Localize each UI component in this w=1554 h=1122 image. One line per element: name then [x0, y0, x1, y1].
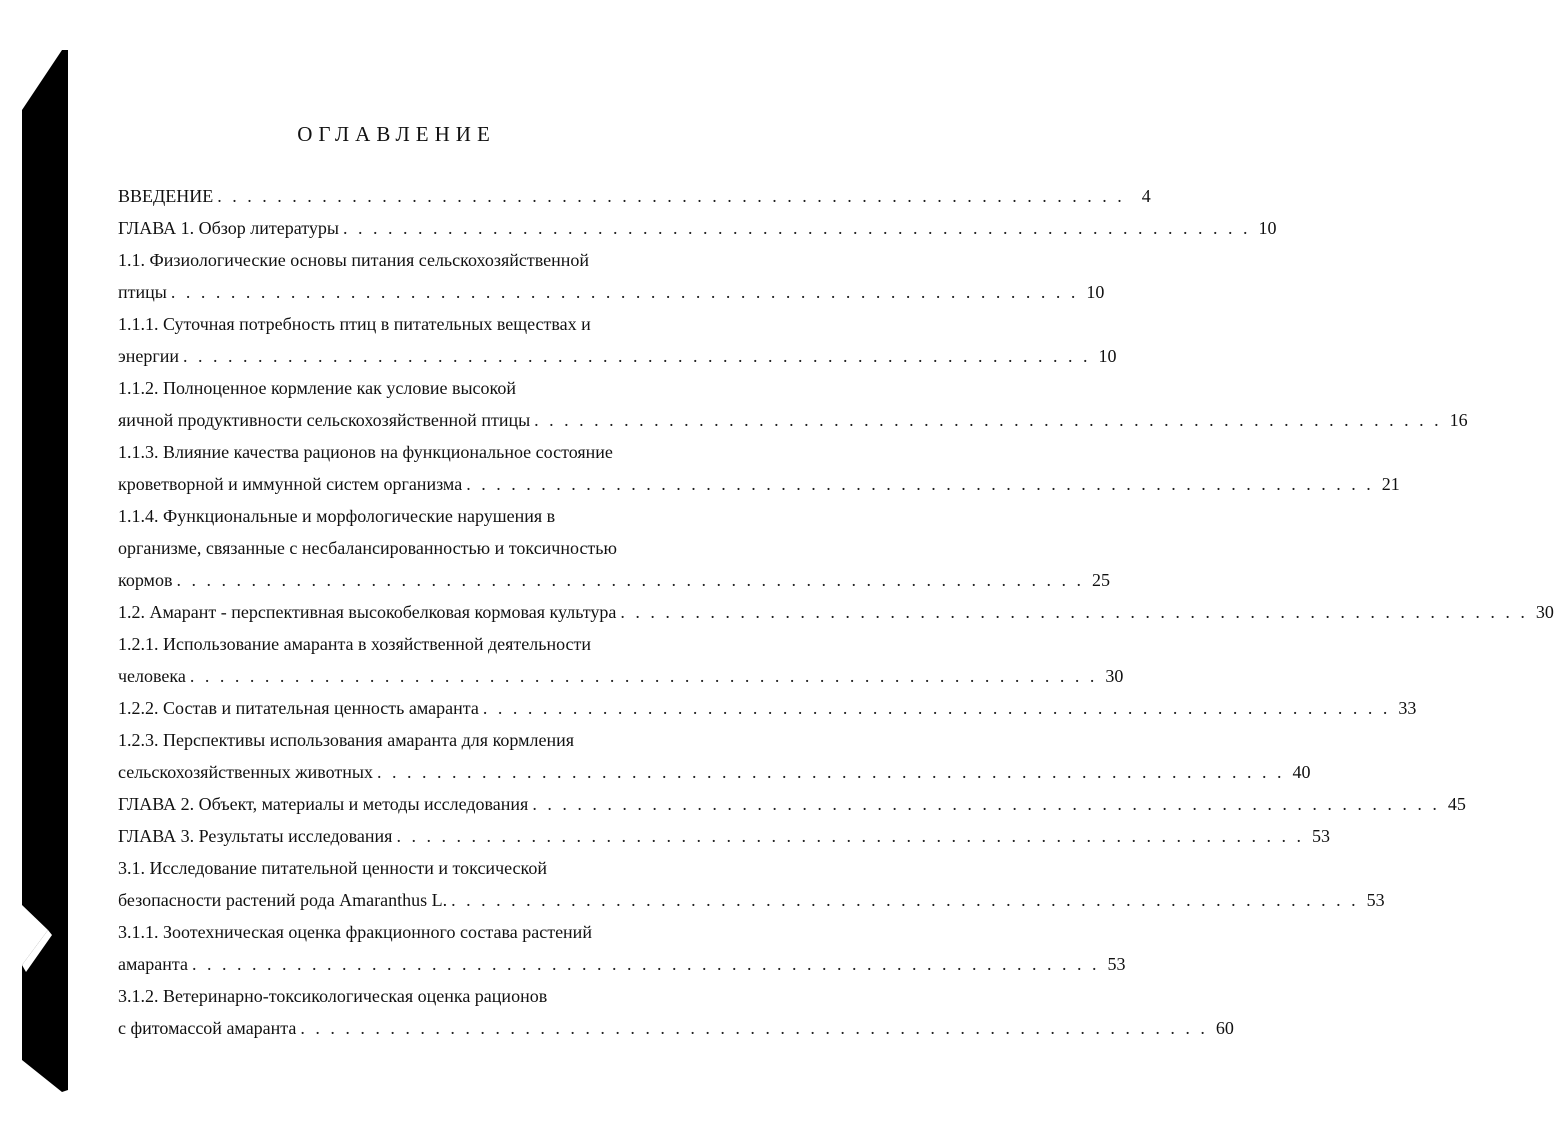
- toc-entry-text: ГЛАВА 1. Обзор литературы: [118, 218, 340, 238]
- toc-page-number: 45: [1447, 794, 1466, 814]
- toc-entry-text: организме, связанные с несбалансированностью и токсичностью: [118, 538, 617, 558]
- toc-entry-line: [118, 980, 754, 1012]
- toc-entry-line: [118, 500, 754, 532]
- toc-dot-leader: . . . . . . . . . . . . . . . . . . . . . . . . . . . . . . . . . . . . . . . . . . . . . . . . . . . . . . . . . . . . .: [343, 218, 1251, 238]
- toc-entry-text: кроветворной и иммунной систем организма: [118, 474, 463, 494]
- toc-entry-text: 1.1.2. Полноценное кормление как условие высокой: [118, 378, 516, 398]
- toc-dot-leader: . . . . . . . . . . . . . . . . . . . . . . . . . . . . . . . . . . . . . . . . . . . . . . . . . . . . . . . . . . . . .: [191, 954, 1100, 974]
- toc-entry-line: [118, 372, 754, 404]
- toc-entry-text: человека: [118, 666, 186, 686]
- toc-page-number: 16: [1449, 410, 1468, 430]
- toc-entry-line: [118, 1012, 1234, 1044]
- toc-entry-text: птицы: [118, 282, 167, 302]
- toc-page-number: 25: [1091, 570, 1110, 590]
- toc-dot-leader: . . . . . . . . . . . . . . . . . . . . . . . . . . . . . . . . . . . . . . . . . . . . . . . . . . . . . . . . . . . . .: [176, 570, 1084, 590]
- toc-page-number: 4: [1141, 186, 1151, 206]
- toc-entry-text: сельскохозяйственных животных: [118, 762, 373, 782]
- toc-page-number: 10: [1258, 218, 1277, 238]
- toc-dot-leader: . . . . . . . . . . . . . . . . . . . . . . . . . . . . . . . . . . . . . . . . . . . . . . . . . . . . . . . . . . . . .: [482, 698, 1391, 718]
- toc-entry-text: безопасности растений рода Amaranthus L.: [118, 890, 448, 910]
- toc-entry-text: ГЛАВА 2. Объект, материалы и методы исследования: [118, 794, 529, 814]
- toc-entry-text: ВВЕДЕНИЕ: [118, 186, 214, 206]
- toc-page-number: 40: [1292, 762, 1311, 782]
- toc-dot-leader: . . . . . . . . . . . . . . . . . . . . . . . . . . . . . . . . . . . . . . . . . . . . . . . . . . . . . . . . . . . . .: [183, 346, 1091, 366]
- toc-entry-line: [118, 404, 1468, 436]
- toc-entry-line: [118, 276, 1105, 308]
- toc-entry-line: [118, 596, 1554, 628]
- toc-page-number: 33: [1398, 698, 1417, 718]
- toc-dot-leader: . . . . . . . . . . . . . . . . . . . . . . . . . . . . . . . . . . . . . . . . . . . . . . . . . . . . . . . . . . . . .: [377, 762, 1285, 782]
- toc-entry-text: 1.1. Физиологические основы питания сельскохозяйственной: [118, 250, 589, 270]
- toc-page-number: 10: [1086, 282, 1105, 302]
- toc-page-number: 21: [1381, 474, 1400, 494]
- toc-entry-line: [118, 628, 754, 660]
- toc-dot-leader: . . . . . . . . . . . . . . . . . . . . . . . . . . . . . . . . . . . . . . . . . . . . . . . . . . . . . . . . . . . . .: [532, 794, 1440, 814]
- toc-entry-text: 3.1.1. Зоотехническая оценка фракционного состава растений: [118, 922, 592, 942]
- toc-entry-text: 3.1. Исследование питательной ценности и токсической: [118, 858, 548, 878]
- toc-entry-line: [118, 180, 1151, 212]
- toc-entry-line: [118, 340, 1117, 372]
- toc-entry-line: [118, 884, 1385, 916]
- toc-entry-line: [118, 468, 1400, 500]
- toc-entry-line: [118, 724, 754, 756]
- toc-dot-leader: . . . . . . . . . . . . . . . . . . . . . . . . . . . . . . . . . . . . . . . . . . . . . . . . . . . . . . . . . . . . .: [620, 602, 1528, 622]
- toc-dot-leader: . . . . . . . . . . . . . . . . . . . . . . . . . . . . . . . . . . . . . . . . . . . . . . . . . . . . . . . . . . . . .: [451, 890, 1359, 910]
- toc-page-number: 60: [1215, 1018, 1234, 1038]
- toc-entry-text: энергии: [118, 346, 179, 366]
- toc-dot-leader: . . . . . . . . . . . . . . . . . . . . . . . . . . . . . . . . . . . . . . . . . . . . . . . . . . . . . . . . . . . . .: [466, 474, 1374, 494]
- toc-entry-line: [118, 692, 1417, 724]
- toc-page-number: 10: [1098, 346, 1117, 366]
- toc-page-number: 30: [1105, 666, 1124, 686]
- toc-entry-text: 1.2.1. Использование амаранта в хозяйственной деятельности: [118, 634, 592, 654]
- toc-entry-line: [118, 244, 754, 276]
- toc-entry-line: [118, 820, 1330, 852]
- toc-entry-line: [118, 948, 1126, 980]
- toc-dot-leader: . . . . . . . . . . . . . . . . . . . . . . . . . . . . . . . . . . . . . . . . . . . . . . . . . . . . . . . . . . . . .: [300, 1018, 1208, 1038]
- toc-page-number: 30: [1535, 602, 1554, 622]
- toc-dot-leader: . . . . . . . . . . . . . . . . . . . . . . . . . . . . . . . . . . . . . . . . . . . . . . . . . . . . . . . . . . . . .: [189, 666, 1098, 686]
- toc-entry-line: [118, 308, 754, 340]
- toc-entry-text: амаранта: [118, 954, 188, 974]
- toc-entry-text: 1.1.1. Суточная потребность птиц в питательных веществах и: [118, 314, 591, 334]
- toc-dot-leader: . . . . . . . . . . . . . . . . . . . . . . . . . . . . . . . . . . . . . . . . . . . . . . . . . . . . . . . . . . . . .: [217, 186, 1125, 206]
- toc-entry-text: ГЛАВА 3. Результаты исследования: [118, 826, 393, 846]
- toc-dot-leader: . . . . . . . . . . . . . . . . . . . . . . . . . . . . . . . . . . . . . . . . . . . . . . . . . . . . . . . . . . . . .: [170, 282, 1079, 302]
- toc-entry-text: яичной продуктивности сельскохозяйственной птицы: [118, 410, 531, 430]
- toc-entry-line: [118, 436, 754, 468]
- toc-entry-text: 3.1.2. Ветеринарно-токсикологическая оценка рационов: [118, 986, 548, 1006]
- toc-entry-text: 1.2. Амарант - перспективная высокобелковая кормовая культура: [118, 602, 617, 622]
- toc-entry-line: [118, 788, 1466, 820]
- toc-dot-leader: . . . . . . . . . . . . . . . . . . . . . . . . . . . . . . . . . . . . . . . . . . . . . . . . . . . . . . . . . . . . .: [396, 826, 1304, 846]
- toc-entry-line: [118, 212, 1277, 244]
- toc-entry-text: 1.1.3. Влияние качества рационов на функциональное состояние: [118, 442, 613, 462]
- toc-entry-line: [118, 852, 754, 884]
- toc-entry-line: [118, 532, 754, 564]
- page-title: ОГЛАВЛЕНИЕ: [297, 122, 496, 146]
- toc-entry-text: с фитомассой амаранта: [118, 1018, 297, 1038]
- toc-entry-text: кормов: [118, 570, 173, 590]
- toc-entry-line: [118, 564, 1110, 596]
- toc-entry-line: [118, 756, 1311, 788]
- toc-entry-line: [118, 916, 754, 948]
- toc-entry-text: 1.2.3. Перспективы использования амаранта для кормления: [118, 730, 575, 750]
- toc-dot-leader: . . . . . . . . . . . . . . . . . . . . . . . . . . . . . . . . . . . . . . . . . . . . . . . . . . . . . . . . . . . . .: [534, 410, 1442, 430]
- table-of-contents: [118, 180, 1554, 1044]
- toc-entry-text: 1.1.4. Функциональные и морфологические нарушения в: [118, 506, 556, 526]
- scan-edge-shadow: [18, 0, 68, 1122]
- toc-page-number: 53: [1311, 826, 1330, 846]
- toc-page-number: 53: [1107, 954, 1126, 974]
- toc-entry-line: [118, 660, 1124, 692]
- toc-entry-text: 1.2.2. Состав и питательная ценность амаранта: [118, 698, 479, 718]
- toc-page-number: 53: [1366, 890, 1385, 910]
